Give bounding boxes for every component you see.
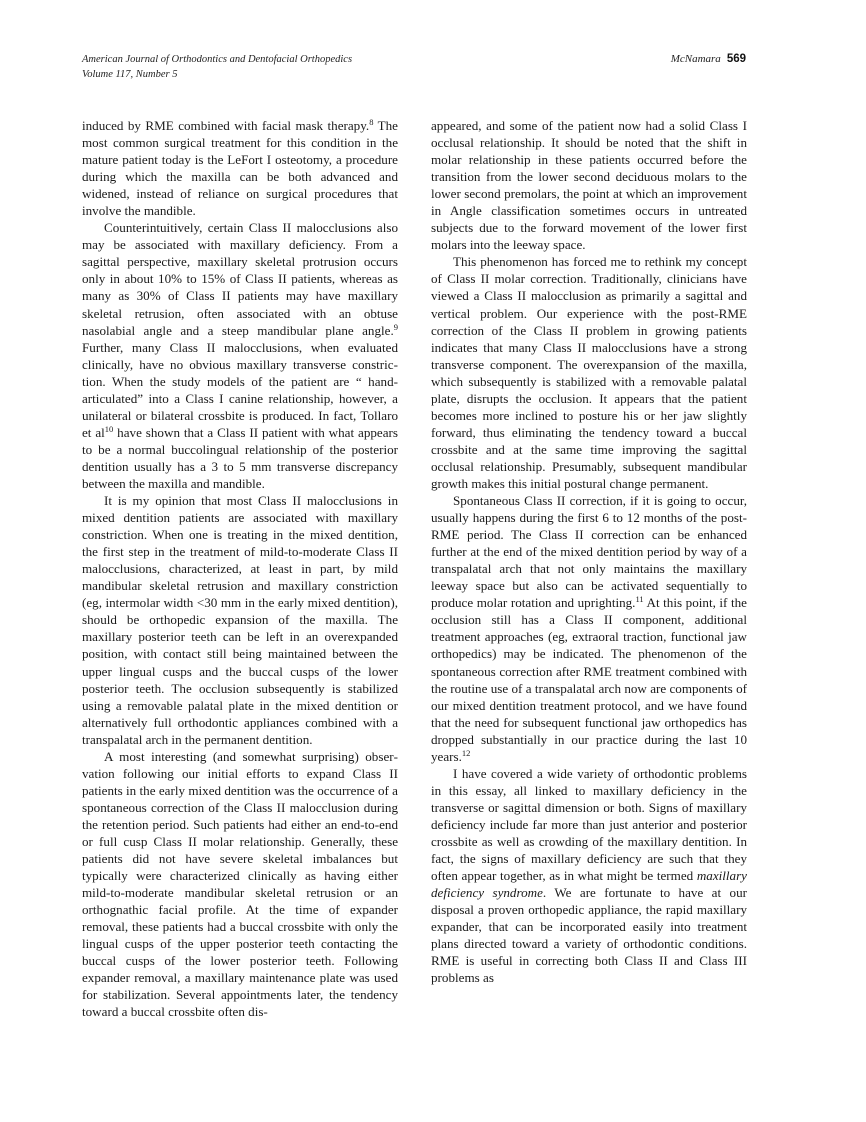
text-span: have shown that a Class II patient with what appears to be a normal buccolingual relationship of the posterior dentition usually has a 3 to 5 mm transverse discrepancy between the maxilla and mandible. — [82, 424, 398, 491]
text-span: The most common surgical treatment for this condition in the mature patient today is the LeFort I osteotomy, a procedure during which the maxilla can be both advanced and widened, instead of reliance on surgical procedures that involve the mandible. — [82, 118, 398, 219]
journal-citation — [82, 52, 352, 82]
reference-superscript: 12 — [461, 747, 471, 758]
paragraph: This phenomenon has forced me to rethink my concept of Class II molar correction. Traditionally, clinicians have viewed a Class II malocclusion as primarily a sagittal and vertical problem. Our experience with the post-RME correction of the Class II problem in growing patients indicates that many Class II malocclusions have a strong transverse component. The overexpansion of the maxilla, which subsequently is stabilized with a removable palatal plate, disrupts the occlusion. It appears that the patient becomes more inclined to posture his or her jaw slightly forward, thus eliminating the tendency toward a buccal crossbite and at the same time improving the sagittal occlusal relationship. Presumably, subsequent mandibular growth makes this initial postural change permanent. — [431, 254, 747, 491]
paragraph — [431, 765, 747, 987]
left-column — [82, 117, 398, 1020]
right-column — [431, 117, 747, 986]
author-name: McNamara — [670, 53, 721, 65]
page-folio — [671, 52, 746, 67]
reference-superscript: 9 — [393, 321, 398, 332]
reference-superscript: 11 — [635, 594, 644, 605]
journal-volume: Volume 117, Number 5 — [82, 69, 178, 80]
paragraph — [431, 492, 747, 765]
text-span: Counterintuitively, certain Class II malocclusions also may be associated with maxillary deficiency. From a sagittal perspective, maxillary skeletal protrusion occurs only in about 10% to 15% of Class II patients, whereas as many as 30% of Class II patients may have maxillary skeletal retrusion, often associated with an obtuse nasolabial angle and a steep mandibular plane angle. — [82, 220, 398, 338]
reference-superscript: 8 — [369, 117, 374, 127]
text-span: At this point, if the occlusion still has a Class II component, additional treatment approaches (eg, extraoral traction, functional jaw orthopedics) may be indicated. The phenomenon of the spontaneous correction after RME treatment combined with the routine use of a transpalatal arch now are components of our mixed dentition treatment protocol, and we have found that the need for subsequent functional jaw orthopedics has dropped substantially in our practice during the last 10 years. — [431, 595, 747, 764]
text-span: induced by RME combined with facial mask therapy. — [82, 118, 370, 133]
paragraph: A most interesting (and somewhat surprising) observation following our initial efforts to expand Class II patients in the early mixed dentition was the occurrence of a spontaneous correction of the Class II malocclusion during the retention period. Such patients had either an end-to-end or full cusp Class II molar relationship. Generally, these patients did not have severe skeletal imbalances but typically were characterized clinically as having either mild-to-moderate mandibular skeletal retrusion or an orthognathic facial profile. At the time of expander removal, these patients had a buccal crossbite with only the lingual cusps of the upper posterior teeth contacting the buccal cusps of the lower posterior teeth. Following expander removal, a maxillary maintenance plate was used for stabilization. Several appointments later, the tendency toward a buccal crossbite often dis- — [82, 748, 398, 1020]
reference-superscript: 10 — [104, 423, 114, 434]
text-span: Further, many Class II malocclusions, when evaluated clinically, have no obvious maxillary transverse constriction. When the study models of the patient are “ hand-articulated” into a Class I canine relationship, however, a unilateral or bilateral crossbite is produced. In fact, Tollaro et al — [82, 339, 398, 440]
journal-title: American Journal of Orthodontics and Dentofacial Orthopedics — [82, 54, 353, 65]
text-span: Spontaneous Class II correction, if it is going to occur, usually happens during the first 6 to 12 months of the post-RME period. The Class II correction can be enhanced further at the end of the mixed dentition period by way of a transpalatal arch that not only maintains the maxillary leeway space but also can be activated sequentially to produce molar rotation and uprighting. — [431, 493, 747, 611]
paragraph: It is my opinion that most Class II malocclusions in mixed dentition patients are associated with maxillary constriction. When one is treating in the mixed dentition, the first step in the treatment of mild-to-moderate Class II malocclusions, characterized, at least in part, by mild mandibular skeletal retrusion and maxillary constriction (eg, intermolar width <30 mm in the early mixed dentition), should be orthopedic expansion of the maxilla. The maxillary posterior teeth can be left in an overexpanded position, with contact still being maintained between the upper lingual cusps and the buccal cusps of the lower posterior teeth. The occlusion subsequently is stabilized using a removable palatal plate in the mixed dentition or alternatively full orthodontic appliances combined with a transpalatal arch in the permanent dentition. — [82, 493, 398, 747]
text-span: I have covered a wide variety of orthodontic problems in this essay, all linked to maxillary deficiency in the transverse or sagittal dimension or both. Signs of maxillary deficiency include far more than just anterior and posterior crossbite as well as crowding of the maxillary dentition. In fact, the signs of maxillary deficiency are such that they often appear together, as in what might be termed — [431, 765, 747, 884]
paragraph — [82, 117, 398, 219]
paragraph — [82, 219, 398, 492]
emphasized-term: maxillary deficiency syndrome — [431, 868, 747, 901]
text-span: . We are fortunate to have at our disposal a proven orthopedic appliance, the rapid maxillary expander, that can be incorporated easily into treatment plans directed toward a variety of orthodontic conditions. RME is useful in correcting both Class II and Class III problems as — [431, 885, 747, 986]
page-number: 569 — [726, 53, 746, 65]
paragraph: appeared, and some of the patient now had a solid Class I occlusal relationship. It should be noted that the shift in molar relationship in these patients occurred before the transition from the lower second deciduous molars to the lower second premolars, the point at which an improvement in Angle classification sometimes occurs in untreated subjects due to the forward movement of the lower first molars into the leeway space. — [431, 118, 747, 253]
